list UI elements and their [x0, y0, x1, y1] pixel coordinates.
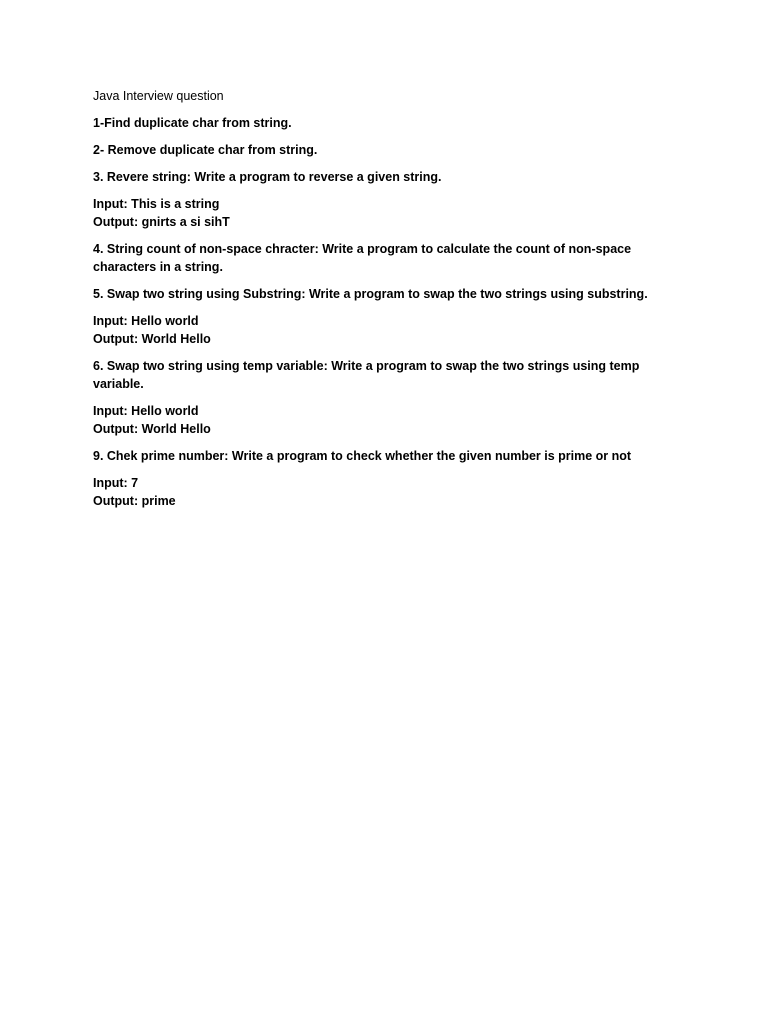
example-6 [93, 402, 663, 438]
example-input: Input: Hello world [93, 404, 199, 418]
question-6: 6. Swap two string using temp variable: Write a program to swap the two strings using temp variable. [93, 359, 640, 391]
example-output: Output: World Hello [93, 422, 211, 436]
example-output: Output: gnirts a si sihT [93, 215, 230, 229]
example-input: Input: This is a string [93, 197, 220, 211]
example-input: Input: 7 [93, 476, 139, 490]
question-5: 5. Swap two string using Substring: Write a program to swap the two strings using substring. [93, 287, 648, 301]
example-output: Output: World Hello [93, 332, 211, 346]
example-input: Input: Hello world [93, 314, 199, 328]
question-1: 1-Find duplicate char from string. [93, 116, 292, 130]
example-3 [93, 195, 663, 231]
question-9: 9. Chek prime number: Write a program to check whether the given number is prime or not [93, 449, 632, 463]
example-9 [93, 474, 663, 510]
document-title: Java Interview question [93, 89, 224, 103]
example-5 [93, 312, 663, 348]
question-3: 3. Revere string: Write a program to reverse a given string. [93, 170, 442, 184]
question-4: 4. String count of non-space chracter: Write a program to calculate the count of non-space characters in a string. [93, 242, 632, 274]
example-output: Output: prime [93, 494, 176, 508]
document-body [93, 87, 663, 519]
question-2: 2- Remove duplicate char from string. [93, 143, 318, 157]
